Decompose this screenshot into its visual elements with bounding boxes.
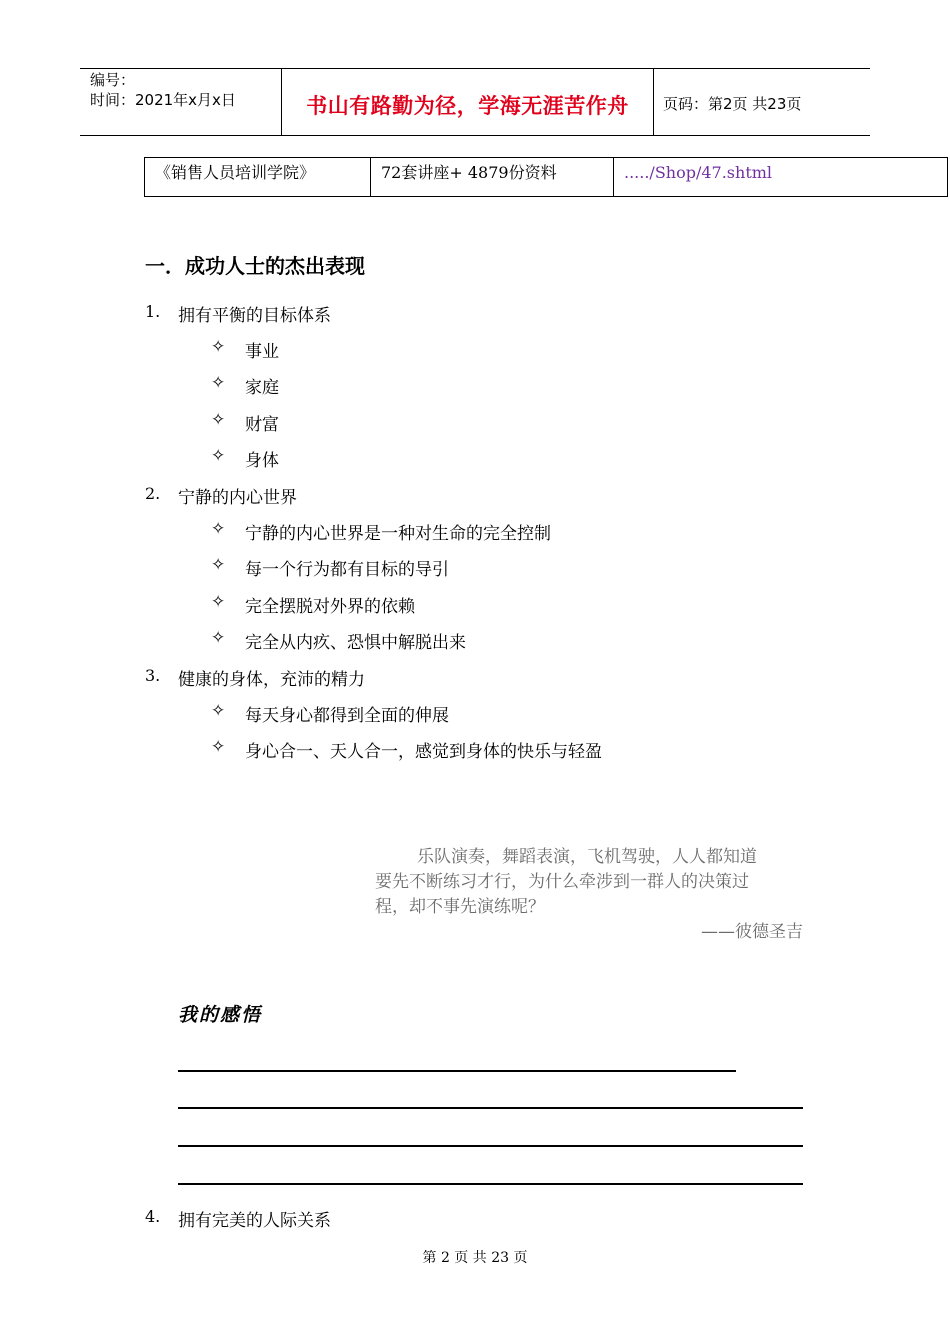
section-title: 一．成功人士的杰出表现 bbox=[145, 254, 365, 278]
item-number: 2. bbox=[145, 484, 161, 503]
item-number: 3. bbox=[145, 666, 161, 685]
item-number: 4. bbox=[145, 1207, 161, 1226]
writing-line bbox=[178, 1183, 803, 1185]
quote-line-2: 要先不断练习才行，为什么牵涉到一群人的决策过 bbox=[375, 872, 749, 892]
item-text: 宁静的内心世界 bbox=[178, 488, 297, 508]
bullet-icon: ✧ bbox=[211, 446, 226, 466]
bullet-icon: ✧ bbox=[211, 337, 226, 357]
insight-title: 我的感悟 bbox=[178, 1004, 263, 1026]
bullet-text: 完全摆脱对外界的依赖 bbox=[245, 597, 415, 617]
page-code: 页码：第2页 共23页 bbox=[663, 95, 802, 113]
writing-line bbox=[178, 1107, 803, 1109]
info-table bbox=[144, 157, 948, 197]
bullet-icon: ✧ bbox=[211, 410, 226, 430]
quote-line-3: 程，却不事先演练呢？ bbox=[375, 897, 545, 917]
quote-line-1: 乐队演奏，舞蹈表演，飞机驾驶，人人都知道 bbox=[417, 847, 757, 867]
item-number: 1. bbox=[145, 302, 161, 321]
bullet-text: 宁静的内心世界是一种对生命的完全控制 bbox=[245, 524, 551, 544]
info-table-cell-title: 《销售人员培训学院》 bbox=[145, 158, 371, 196]
writing-line bbox=[178, 1145, 803, 1147]
bullet-icon: ✧ bbox=[211, 592, 226, 612]
info-table-cell-count: 72套讲座+ 4879份资料 bbox=[371, 158, 614, 196]
bullet-text: 家庭 bbox=[245, 378, 279, 398]
bullet-text: 身体 bbox=[245, 451, 279, 471]
page-footer: 第 2 页 共 23 页 bbox=[422, 1250, 528, 1266]
header-bottom-rule bbox=[80, 135, 870, 136]
bullet-icon: ✧ bbox=[211, 373, 226, 393]
motto: 书山有路勤为径，学海无涯苦作舟 bbox=[306, 94, 629, 118]
bullet-icon: ✧ bbox=[211, 628, 226, 648]
bullet-icon: ✧ bbox=[211, 737, 226, 757]
item-text: 拥有完美的人际关系 bbox=[178, 1211, 331, 1231]
serial-label: 编号： bbox=[90, 71, 136, 89]
item-text: 拥有平衡的目标体系 bbox=[178, 306, 331, 326]
bullet-text: 每一个行为都有目标的导引 bbox=[245, 560, 449, 580]
header-divider-right bbox=[653, 68, 654, 135]
bullet-text: 身心合一、天人合一，感觉到身体的快乐与轻盈 bbox=[245, 742, 602, 762]
bullet-icon: ✧ bbox=[211, 701, 226, 721]
bullet-text: 完全从内疚、恐惧中解脱出来 bbox=[245, 633, 466, 653]
item-text: 健康的身体，充沛的精力 bbox=[178, 670, 365, 690]
bullet-icon: ✧ bbox=[211, 555, 226, 575]
writing-line bbox=[178, 1070, 736, 1072]
quote-author: ——彼德圣吉 bbox=[701, 922, 803, 942]
bullet-text: 每天身心都得到全面的伸展 bbox=[245, 706, 449, 726]
time-label: 时间：2021年x月x日 bbox=[90, 91, 236, 109]
header-top-rule bbox=[80, 68, 870, 69]
info-table-cell-link[interactable]: ...../Shop/47.shtml bbox=[624, 163, 773, 182]
bullet-icon: ✧ bbox=[211, 519, 226, 539]
bullet-text: 事业 bbox=[245, 342, 279, 362]
bullet-text: 财富 bbox=[245, 415, 279, 435]
